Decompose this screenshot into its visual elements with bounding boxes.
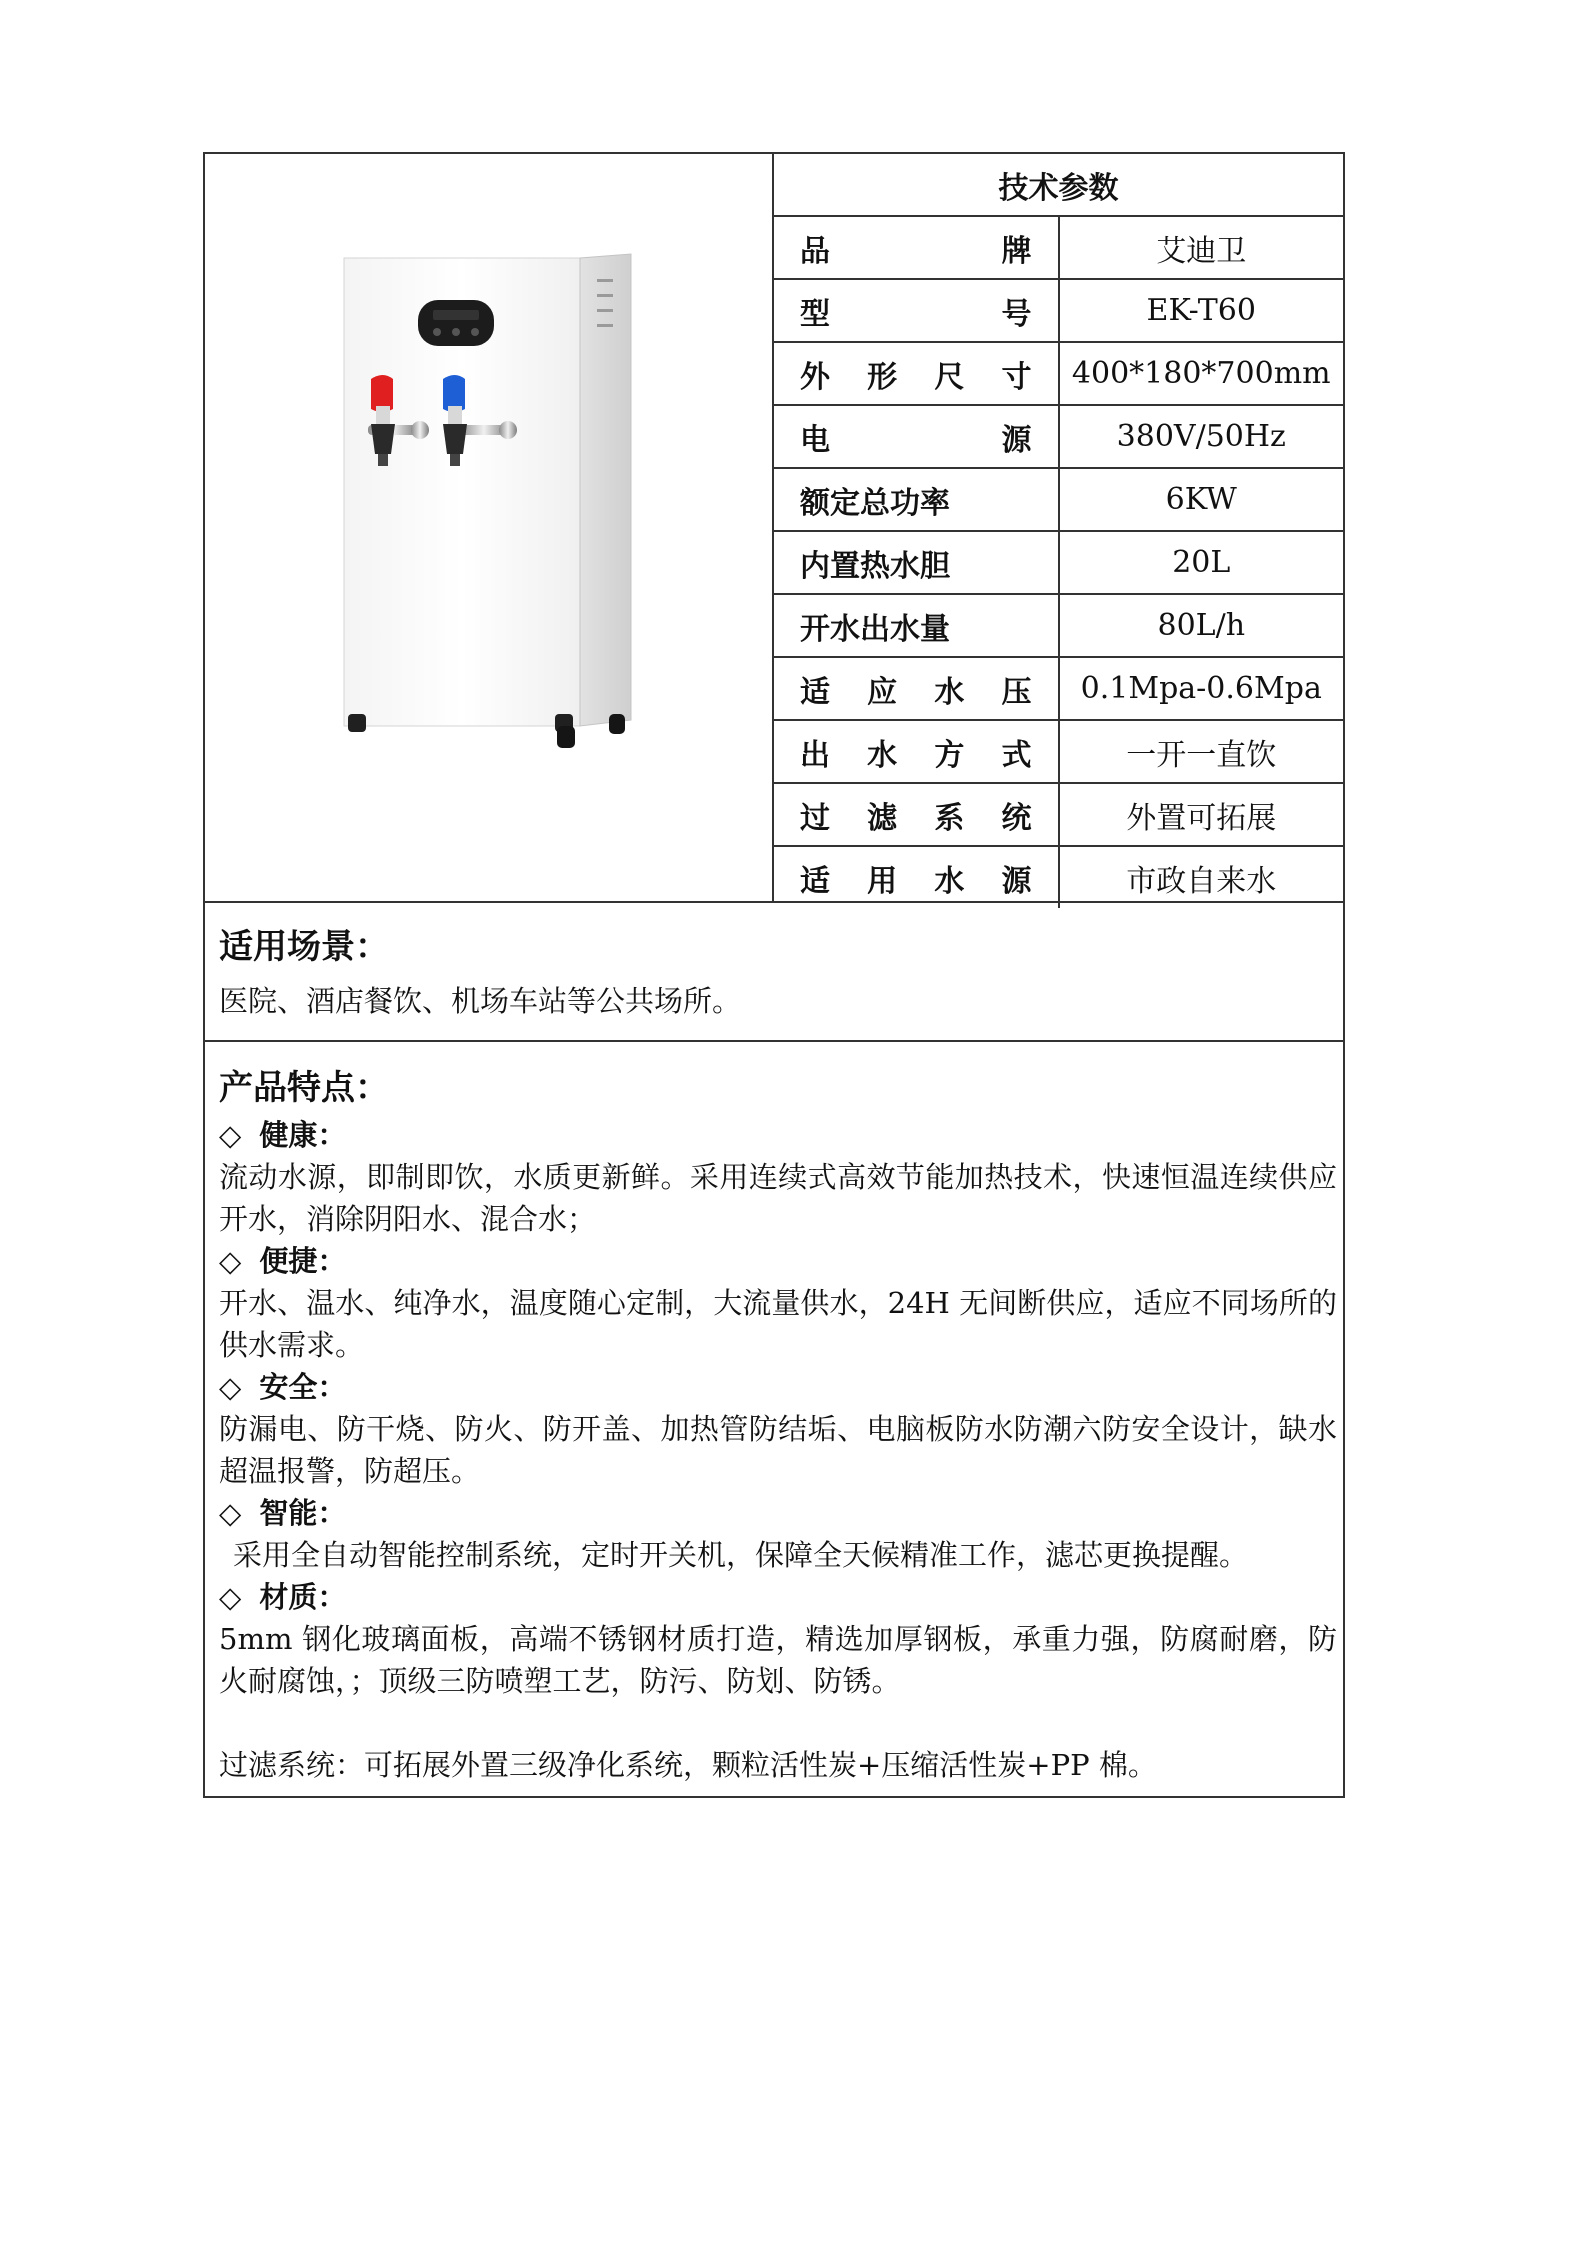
spec-value: 外置可拓展 [1059,783,1344,846]
spec-row-pressure [774,657,1343,720]
feature-title-material: ◇ 材质： [219,1580,347,1614]
spec-label: 额定总功率 [774,468,1059,531]
spec-label: 内置热水胆 [774,531,1059,594]
spec-value: 一开一直饮 [1059,720,1344,783]
spec-row-filter [774,783,1343,846]
spec-label: 适 应 水 压 [774,657,1059,720]
spec-label: 品 牌 [774,216,1059,279]
spec-label: 电 源 [774,405,1059,468]
diamond-icon: ◇ [219,1370,242,1404]
spec-title: 技术参数 [774,154,1343,216]
spec-row-model [774,279,1343,342]
diamond-icon: ◇ [219,1580,242,1614]
feature-title-health: ◇ 健康： [219,1118,347,1152]
spec-label: 外 形 尺 寸 [774,342,1059,405]
feature-desc-smart: 采用全自动智能控制系统，定时开关机，保障全天候精准工作，滤芯更换提醒。 [233,1538,1249,1572]
spec-value: EK-T60 [1059,279,1344,342]
scenario-section [205,903,1343,1042]
feature-title-safety: ◇ 安全： [219,1370,347,1404]
scenario-text: 医院、酒店餐饮、机场车站等公共场所。 [219,984,742,1018]
spec-label: 过 滤 系 统 [774,783,1059,846]
spec-row-dimensions [774,342,1343,405]
spec-label: 出 水 方 式 [774,720,1059,783]
scenario-heading: 适用场景： [219,927,389,967]
spec-row-power-supply [774,405,1343,468]
diamond-icon: ◇ [219,1244,242,1278]
spec-row-rated-power [774,468,1343,531]
feature-desc-safety: 防漏电、防干烧、防火、防开盖、加热管防结垢、电脑板防水防潮六防安全设计，缺水超温报警，防超压。 [219,1412,1337,1488]
product-sheet [203,152,1345,1798]
feature-list [219,1114,1337,1786]
spec-value: 20L [1059,531,1344,594]
diamond-icon: ◇ [219,1496,242,1530]
spec-value: 400*180*700mm [1059,342,1344,405]
spec-row-tank [774,531,1343,594]
feature-title-smart: ◇ 智能： [219,1496,347,1530]
spec-row-output [774,594,1343,657]
spec-label: 适 用 水 源 [774,846,1059,908]
spec-label: 开水出水量 [774,594,1059,657]
spec-value: 380V/50Hz [1059,405,1344,468]
features-heading: 产品特点： [219,1068,389,1108]
product-photo-cell [205,154,774,901]
spec-label: 型 号 [774,279,1059,342]
water-boiler-illustration [205,154,772,901]
spec-value: 80L/h [1059,594,1344,657]
spec-row-water-source [774,846,1343,908]
spec-row-brand [774,216,1343,279]
feature-desc-material: 5mm 钢化玻璃面板，高端不锈钢材质打造，精选加厚钢板，承重力强，防腐耐磨，防火耐腐蚀，；顶级三防喷塑工艺，防污、防划、防锈。 [219,1622,1337,1698]
spec-value: 0.1Mpa-0.6Mpa [1059,657,1344,720]
diamond-icon: ◇ [219,1118,242,1152]
spec-table [774,154,1343,908]
feature-title-convenience: ◇ 便捷： [219,1244,347,1278]
feature-desc-convenience: 开水、温水、纯净水，温度随心定制，大流量供水，24H 无间断供应，适应不同场所的供水需求。 [219,1286,1337,1362]
spec-value: 6KW [1059,468,1344,531]
spec-title-row [774,154,1343,216]
top-section [205,154,1343,903]
spec-value: 艾迪卫 [1059,216,1344,279]
feature-desc-health: 流动水源，即制即饮，水质更新鲜。采用连续式高效节能加热技术，快速恒温连续供应开水，消除阴阳水、混合水； [219,1160,1337,1236]
spec-row-dispense-mode [774,720,1343,783]
filter-note: 过滤系统：可拓展外置三级净化系统，颗粒活性炭+压缩活性炭+PP 棉。 [219,1748,1157,1782]
spec-value: 市政自来水 [1059,846,1344,908]
